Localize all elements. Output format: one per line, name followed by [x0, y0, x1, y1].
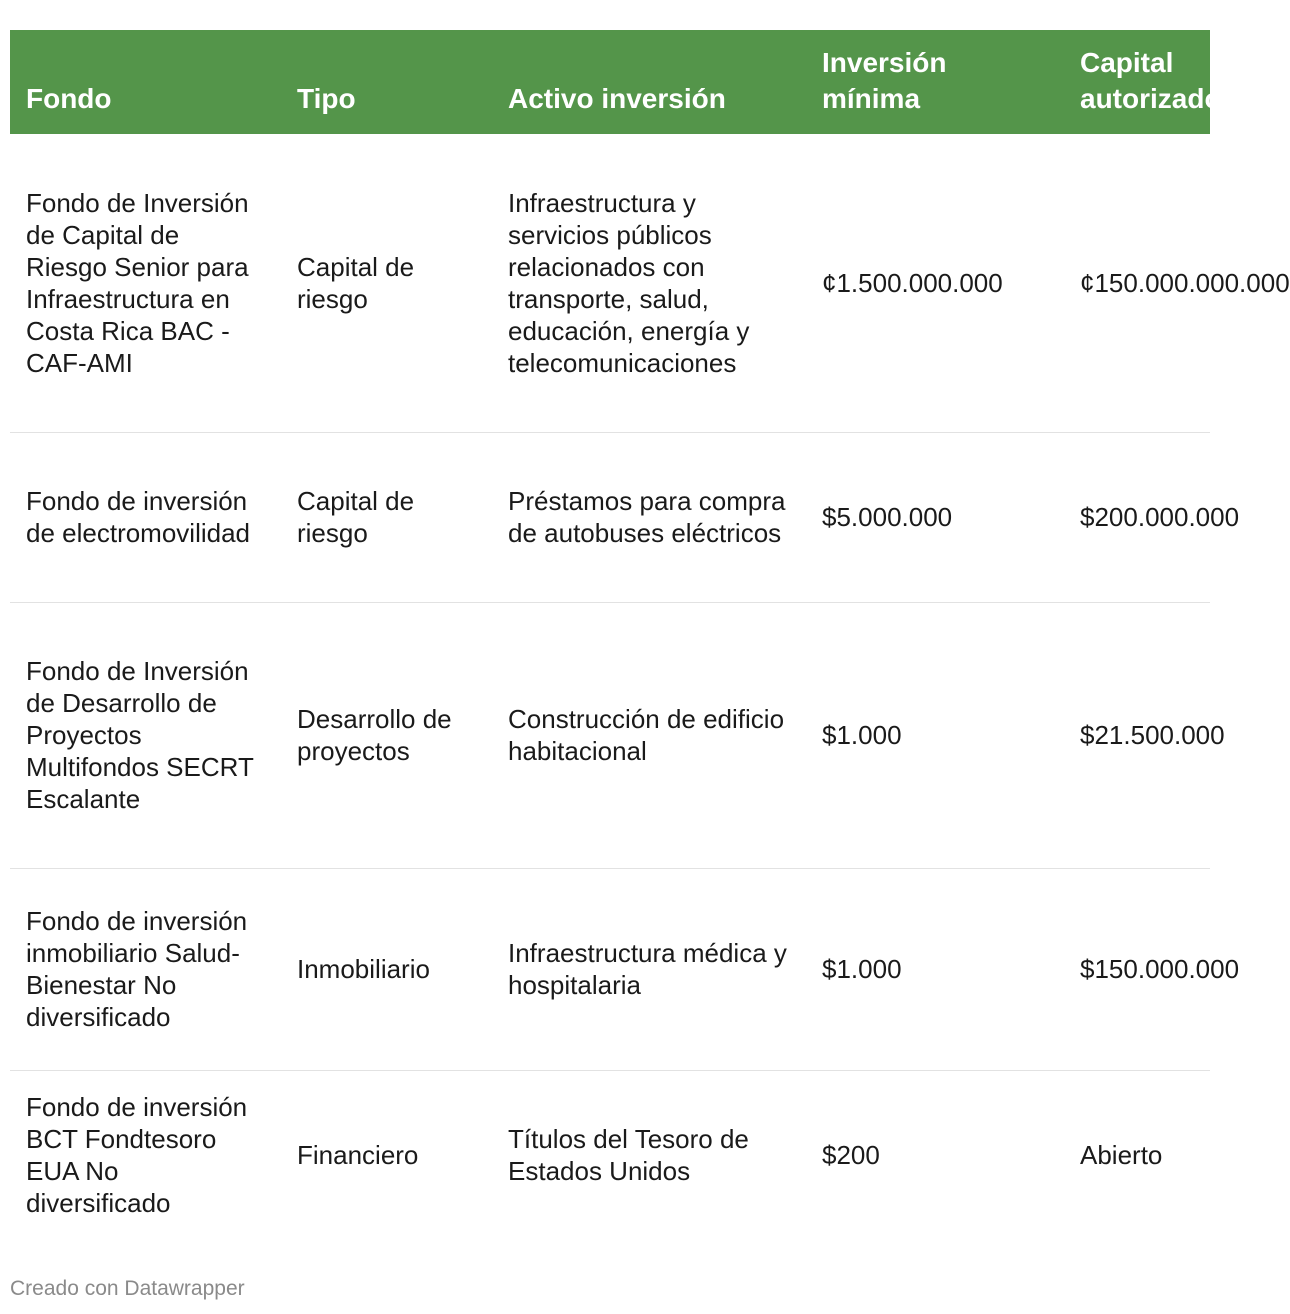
- cell-inversion: $1.000: [806, 868, 1064, 1070]
- cell-inversion: $200: [822, 1140, 880, 1171]
- cell-inversion: ¢1.500.000.000: [806, 134, 1064, 432]
- funds-table-container: [10, 30, 1290, 1240]
- datawrapper-credit[interactable]: Creado con Datawrapper: [10, 1277, 245, 1300]
- cell-tipo: Financiero: [297, 1140, 419, 1171]
- funds-table: [10, 30, 1290, 1240]
- cell-tipo: Capital de riesgo: [281, 432, 492, 602]
- cell-tipo: Capital de riesgo: [281, 134, 492, 432]
- cell-tipo: Inmobiliario: [281, 868, 492, 1070]
- cell-capital: ¢150.000.000.000: [1064, 134, 1210, 432]
- cell-fondo: Fondo de inversión inmobiliario Salud-Bienestar No diversificado: [10, 868, 281, 1070]
- cell-capital: $200.000.000: [1064, 432, 1210, 602]
- cell-capital: Abierto: [1080, 1140, 1163, 1171]
- cell-inversion: $1.000: [806, 602, 1064, 868]
- cell-fondo: Fondo de Inversión de Capital de Riesgo Senior para Infraestructura en Costa Rica BAC - CAF-AMI: [10, 134, 281, 432]
- cell-fondo: Fondo de inversión BCT Fondtesoro EUA No diversificado: [26, 1092, 248, 1219]
- cell-capital: $21.500.000: [1064, 602, 1210, 868]
- header-inversion-line2: mínima: [822, 83, 921, 114]
- header-capital-line1: Capital: [1080, 47, 1174, 78]
- table-row: [10, 134, 1210, 432]
- cell-activo: Préstamos para compra de autobuses eléctricos: [492, 432, 806, 602]
- header-tipo[interactable]: Tipo: [297, 83, 356, 114]
- cell-fondo: Fondo de inversión de electromovilidad: [10, 432, 281, 602]
- cell-fondo: Fondo de Inversión de Desarrollo de Proyectos Multifondos SECRT Escalante: [10, 602, 281, 868]
- header-fondo[interactable]: Fondo: [26, 83, 112, 114]
- table-body: [10, 134, 1290, 1240]
- cell-activo: Infraestructura médica y hospitalaria: [492, 868, 806, 1070]
- table-row: [10, 868, 1210, 1070]
- cell-activo: Construcción de edificio habitacional: [492, 602, 806, 868]
- table-row: [10, 1070, 1210, 1240]
- header-inversion-line1: Inversión: [822, 47, 947, 78]
- header-row: [10, 30, 1210, 134]
- cell-activo: Infraestructura y servicios públicos relacionados con transporte, salud, educación, energía y telecomunicaciones: [492, 134, 806, 432]
- cell-capital: $150.000.000: [1064, 868, 1210, 1070]
- cell-activo: Títulos del Tesoro de Estados Unidos: [508, 1124, 749, 1187]
- header-capital-line2: autorizado: [1080, 83, 1222, 114]
- table-row: [10, 602, 1210, 868]
- cell-tipo: Desarrollo de proyectos: [281, 602, 492, 868]
- table-row: [10, 432, 1210, 602]
- header-activo[interactable]: Activo inversión: [508, 83, 726, 114]
- cell-inversion: $5.000.000: [806, 432, 1064, 602]
- header-capital-autorizado[interactable]: [1064, 30, 1222, 134]
- header-inversion-minima[interactable]: [806, 30, 1064, 134]
- table-header: [10, 30, 1222, 134]
